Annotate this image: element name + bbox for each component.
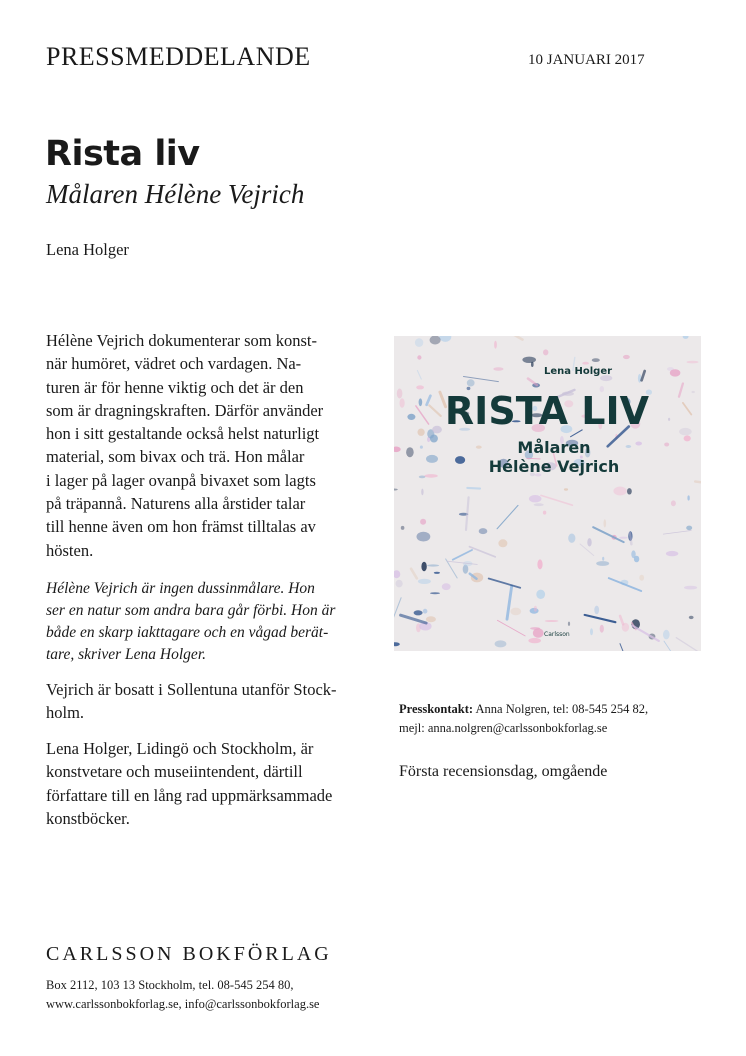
text-line: Hélène Vejrich dokumenterar som konst- (46, 331, 317, 350)
cover-publisher-mark: Carlsson (544, 631, 570, 638)
paint-dot (421, 489, 423, 496)
paint-dot (664, 443, 669, 447)
paint-dot (533, 628, 544, 637)
paint-dot (594, 606, 599, 615)
address-line: Box 2112, 103 13 Stockholm, tel. 08-545 254 80, (46, 978, 294, 992)
paint-dot (421, 562, 426, 571)
paint-dot (635, 442, 642, 446)
text-line: både en skarp iakttagare och en vågad berät- (46, 624, 329, 641)
paint-dot (534, 606, 537, 612)
paint-dot (666, 551, 678, 556)
book-author: Lena Holger (46, 240, 129, 259)
book-subtitle: Målaren Hélène Vejrich (46, 179, 305, 209)
cover-background (394, 336, 701, 651)
paint-dot (590, 628, 593, 635)
paint-dot (432, 426, 442, 434)
paint-dot (494, 341, 497, 349)
text-line: material, som bivax och trä. Hon målar (46, 447, 305, 467)
paint-dot (424, 474, 437, 478)
paint-dot (427, 564, 439, 566)
review-date: Första recensionsdag, omgående (399, 763, 608, 780)
paint-dot (397, 389, 403, 399)
text-line: konstböcker. (46, 808, 130, 828)
text-line: turen är för henne viktig och det är den (46, 377, 304, 397)
body-paragraph-intro (46, 329, 366, 562)
paint-dot (479, 528, 488, 534)
paint-dot (568, 622, 570, 626)
paint-dot (420, 519, 426, 525)
paint-dot (679, 428, 692, 435)
paint-dot (537, 559, 542, 569)
text-line: Hélène Vejrich är ingen dussinmålare. Hon (46, 580, 315, 597)
text-line: Vejrich är bosatt i Sollentuna utanför Stock- (46, 680, 337, 699)
press-contact-label: Presskontakt: (399, 702, 474, 716)
paint-dot (684, 435, 691, 441)
publisher-address (46, 976, 319, 1013)
paint-stroke (630, 533, 631, 544)
paint-dot (495, 640, 507, 647)
paint-dot (536, 590, 545, 599)
paint-dot (671, 500, 676, 506)
paint-dot (528, 638, 541, 643)
cover-subtitle-line1: Målaren (517, 438, 591, 457)
paint-dot (530, 627, 540, 630)
press-contact (399, 700, 699, 738)
paint-dot (587, 538, 591, 546)
paint-stroke (467, 488, 480, 489)
book-title: Rista liv (45, 134, 200, 174)
paint-dot (419, 398, 423, 406)
paint-dot (684, 586, 697, 590)
paint-dot (600, 625, 604, 633)
press-contact-name-phone: Anna Nolgren, tel: 08-545 254 82, (473, 702, 649, 716)
paint-dot (418, 579, 431, 584)
paint-dot (627, 488, 632, 494)
paint-dot (407, 414, 415, 420)
paint-dot (631, 550, 635, 558)
paint-dot (602, 557, 604, 561)
paint-dot (406, 447, 414, 457)
text-line: Lena Holger, Lidingö och Stockholm, är (46, 739, 314, 758)
paint-dot (623, 355, 630, 359)
paint-dot (529, 495, 542, 502)
paint-dot (543, 511, 546, 515)
paint-dot (420, 446, 423, 449)
cover-subtitle-line2: Hélène Vejrich (488, 457, 620, 476)
paint-dot (543, 349, 548, 355)
body-paragraph-residence (46, 678, 366, 725)
text-line: konstvetare och museiintendent, därtill (46, 762, 303, 782)
paint-dot (568, 534, 575, 543)
press-contact-email: mejl: anna.nolgren@carlssonbokforlag.se (399, 721, 608, 735)
cover-author: Lena Holger (544, 366, 613, 377)
paint-dot (522, 357, 536, 363)
paint-dot (534, 503, 544, 506)
paint-dot (687, 495, 689, 500)
paint-dot (687, 361, 699, 364)
paint-dot (415, 338, 423, 347)
paint-dot (686, 526, 692, 531)
text-line: till henne även om hon främst tilltalas av (46, 517, 316, 537)
paint-dot (639, 575, 644, 581)
paint-dot (401, 526, 405, 530)
cover-title: RISTA LIV (444, 389, 650, 433)
body-paragraph-author-bio (46, 737, 366, 830)
text-line: hösten. (46, 540, 94, 560)
release-date: 10 JANUARI 2017 (528, 52, 645, 68)
paint-dot (426, 455, 438, 463)
address-line: www.carlssonbokforlag.se, info@carlssonbokforlag.se (46, 996, 320, 1011)
paint-dot (493, 367, 503, 370)
paint-dot (604, 519, 607, 527)
paint-dot (416, 385, 424, 389)
paint-dot (582, 362, 589, 365)
paint-dot (498, 539, 507, 547)
document-type-heading: PRESSMEDDELANDE (46, 42, 311, 71)
paint-dot (613, 487, 626, 496)
paint-dot (689, 616, 694, 619)
paint-dot (545, 620, 559, 622)
text-line: när humöret, vädret och vardagen. Na- (46, 354, 302, 374)
paint-dot (419, 476, 426, 479)
paint-dot (619, 537, 628, 539)
paint-dot (400, 398, 405, 408)
paint-dot (430, 592, 440, 594)
text-line: hon i sitt gestaltande också helst naturligt (46, 424, 320, 444)
paint-dot (476, 446, 482, 449)
paint-dot (414, 610, 423, 615)
paint-dot (434, 572, 440, 574)
text-line: författare till en lång rad uppmärksammade (46, 785, 333, 805)
book-cover-image (394, 336, 701, 651)
text-line: holm. (46, 703, 85, 723)
paint-dot (418, 429, 425, 436)
paint-dot (426, 616, 436, 622)
paint-dot (670, 369, 681, 376)
paint-dot (592, 358, 600, 362)
paint-dot (692, 391, 695, 393)
text-line: som är dragningskraften. Därför använder (46, 400, 324, 420)
paint-dot (668, 418, 670, 421)
paint-dot (596, 561, 609, 566)
text-line: i lager på lager ovanpå bivaxet som lagts (46, 470, 316, 490)
text-line: tare, skriver Lena Holger. (46, 646, 207, 663)
paint-dot (663, 630, 670, 640)
paint-dot (626, 445, 632, 448)
paint-dot (510, 608, 521, 616)
publisher-name: CARLSSON BOKFÖRLAG (46, 943, 332, 965)
press-contact-line (399, 700, 699, 719)
paint-dot (417, 355, 421, 359)
text-line: ser en natur som andra bara går förbi. Hon är (46, 602, 336, 619)
paint-dot (471, 573, 483, 583)
paint-dot (564, 488, 568, 490)
paint-dot (455, 456, 465, 464)
text-line: på träpannå. Naturens alla årstider talar (46, 494, 306, 514)
paint-dot (423, 609, 428, 614)
body-paragraph-quote (46, 578, 366, 666)
paint-dot (442, 583, 451, 590)
paint-dot (417, 532, 431, 542)
paint-dot (467, 379, 475, 386)
paint-dot (396, 580, 403, 588)
